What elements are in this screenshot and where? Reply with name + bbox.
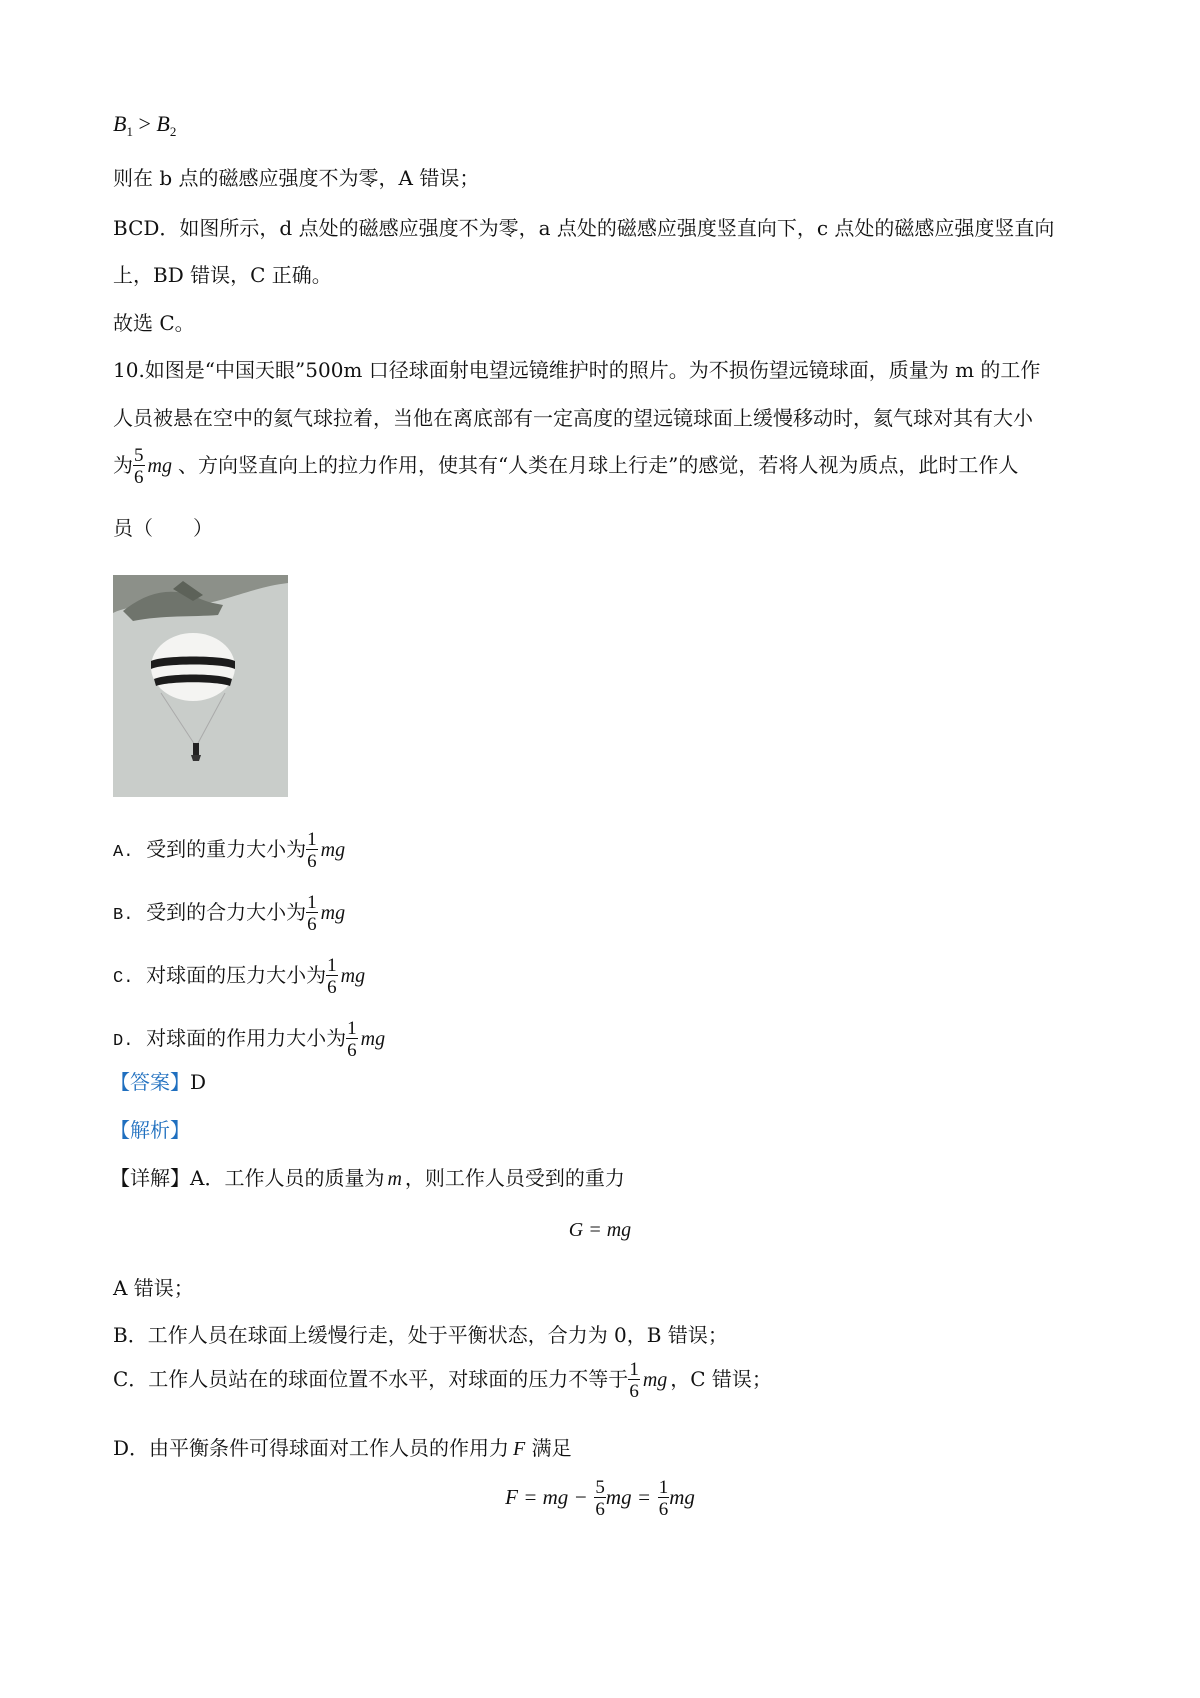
mg-symbol: mg (360, 1028, 386, 1050)
fraction-numerator: 5 (134, 445, 144, 466)
answer-label: 【答案】 (110, 1070, 190, 1094)
option-b-letter: B. (113, 906, 134, 925)
fraction-1-6 (658, 1478, 670, 1519)
mg-symbol: mg (147, 455, 172, 477)
fraction-numerator: 1 (658, 1477, 669, 1498)
option-a[interactable] (113, 830, 345, 871)
b1-subscript: 1 (126, 124, 133, 139)
prev-line-1: 则在 b 点的磁感应强度不为零，A 错误； (113, 166, 480, 190)
mg-symbol: mg (320, 902, 346, 924)
fraction-numerator: 1 (307, 892, 317, 913)
fraction-denominator: 6 (307, 851, 317, 872)
fraction-denominator: 6 (327, 977, 337, 998)
gt-sign: > (132, 111, 157, 136)
option-d-text: 对球面的作用力大小为 (146, 1026, 347, 1050)
detail-line-1-text: A．工作人员的质量为 (190, 1166, 385, 1190)
fraction-denominator: 6 (307, 914, 317, 935)
f-symbol: F (513, 1438, 526, 1460)
telescope-balloon-photo (113, 575, 288, 797)
equation-force (0, 1478, 1200, 1519)
question-line-1: 10.如图是“中国天眼”500m 口径球面射电望远镜维护时的照片。为不损伤望远镜球面，质量为 m 的工作 (113, 358, 1041, 382)
detail-line-1-suffix: ，则工作人员受到的重力 (404, 1166, 625, 1190)
fraction-numerator: 5 (595, 1477, 605, 1498)
fraction-denominator: 6 (658, 1499, 669, 1520)
option-b[interactable] (113, 893, 345, 934)
fraction-numerator: 1 (629, 1359, 639, 1380)
fraction-1-6 (306, 893, 318, 934)
option-c-text: 对球面的压力大小为 (146, 963, 327, 987)
detail-line-5-suffix: 满足 (525, 1436, 572, 1460)
fraction-1-6 (326, 956, 338, 997)
fraction-denominator: 6 (347, 1040, 357, 1061)
fraction-1-6 (628, 1360, 640, 1401)
fraction-denominator: 6 (134, 467, 144, 488)
fraction-denominator: 6 (629, 1381, 639, 1402)
mg-symbol: mg (340, 965, 366, 987)
answer-value: D (190, 1070, 207, 1094)
detail-line-4 (113, 1360, 772, 1401)
detail-label: 【详解】 (110, 1166, 190, 1190)
eq2-middle: mg = (605, 1485, 651, 1509)
fraction-numerator: 1 (347, 1018, 357, 1039)
detail-line-5-prefix: D．由平衡条件可得球面对工作人员的作用力 (113, 1436, 510, 1460)
option-c[interactable] (113, 956, 365, 997)
b1-symbol: B (113, 111, 127, 136)
mg-symbol: mg (320, 839, 346, 861)
question-line-4: 员（ ） (113, 516, 213, 540)
b2-symbol: B (156, 111, 170, 136)
question-line-3 (113, 446, 1018, 487)
m-symbol: m (387, 1168, 402, 1190)
fraction-5-6 (133, 446, 145, 487)
fraction-5-6 (594, 1478, 606, 1519)
prev-line-2: BCD．如图所示，d 点处的磁感应强度不为零，a 点处的磁感应强度竖直向下，c 点处的磁感应强度竖直向 (113, 216, 1055, 240)
fraction-1-6 (346, 1019, 358, 1060)
fraction-1-6 (306, 830, 318, 871)
detail-line-1 (110, 1168, 625, 1189)
prev-line-4: 故选 C。 (113, 311, 195, 335)
detail-line-4-prefix: C．工作人员站在的球面位置不水平，对球面的压力不等于 (113, 1367, 629, 1391)
detail-line-2: A 错误； (113, 1276, 194, 1300)
detail-line-3: B．工作人员在球面上缓慢行走，处于平衡状态，合力为 0，B 错误； (113, 1323, 728, 1347)
detail-line-5 (113, 1438, 572, 1459)
option-a-letter: A. (113, 843, 134, 862)
prev-line-3: 上，BD 错误，C 正确。 (113, 263, 332, 287)
eq2-end: mg (669, 1485, 695, 1509)
equation-gravity: G = mg (568, 1219, 632, 1241)
fraction-denominator: 6 (595, 1499, 605, 1520)
option-d-letter: D. (113, 1032, 134, 1051)
fraction-numerator: 1 (307, 829, 317, 850)
mg-symbol: mg (642, 1369, 668, 1391)
detail-line-4-suffix: ，C 错误； (670, 1367, 772, 1391)
option-d[interactable] (113, 1019, 385, 1060)
option-b-text: 受到的合力大小为 (146, 900, 307, 924)
question-line-2: 人员被悬在空中的氦气球拉着，当他在离底部有一定高度的望远镜球面上缓慢移动时，氦气球对其有大小 (113, 406, 1033, 430)
inequality (113, 113, 176, 138)
option-a-text: 受到的重力大小为 (146, 837, 307, 861)
question-line-3-prefix: 为 (113, 453, 133, 477)
question-line-3-suffix: 、方向竖直向上的拉力作用，使其有“人类在月球上行走”的感觉，若将人视为质点，此时工作人 (177, 453, 1019, 477)
b2-subscript: 2 (169, 124, 177, 139)
eq2-lhs: F = mg − (505, 1485, 588, 1509)
option-c-letter: C. (113, 969, 134, 988)
answer-line (110, 1072, 206, 1092)
fraction-numerator: 1 (327, 955, 337, 976)
analysis-label: 【解析】 (110, 1118, 190, 1142)
